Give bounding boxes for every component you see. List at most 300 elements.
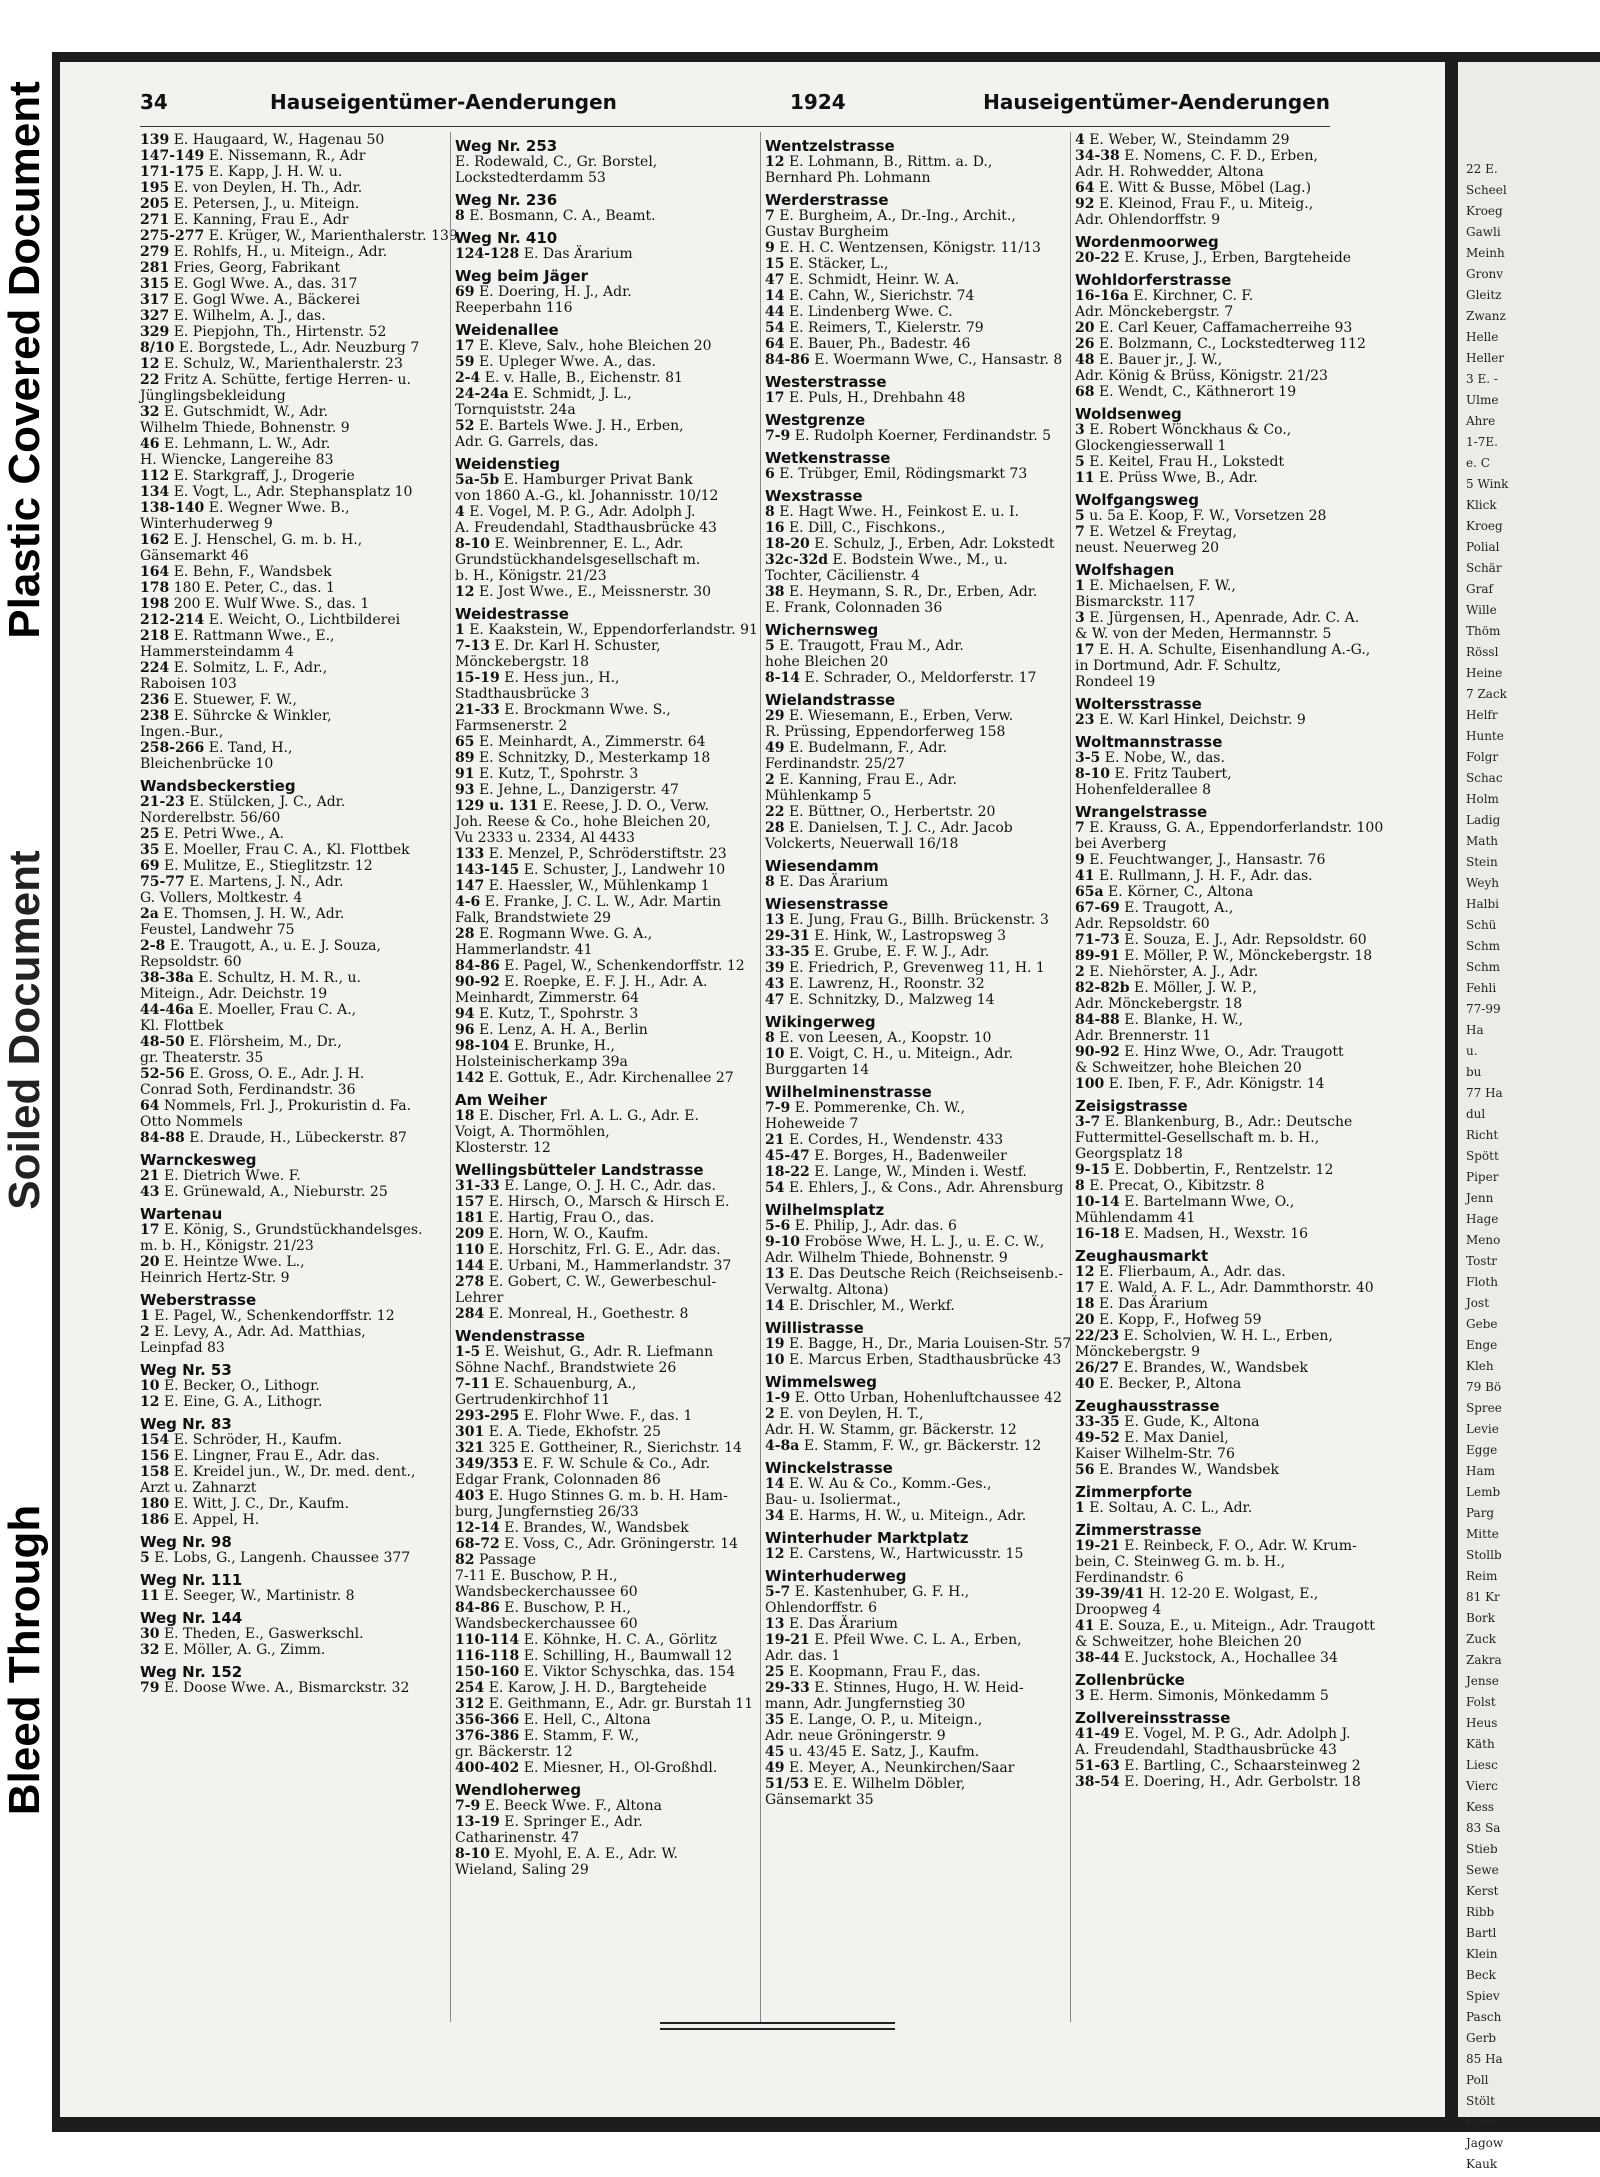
owner-text: E. Wegner Wwe. B., xyxy=(208,500,350,516)
owner-text: Voigt, A. Thormöhlen, xyxy=(455,1124,610,1140)
owner-text: E. Hess jun., H., xyxy=(504,670,620,686)
house-number: 5 xyxy=(765,638,775,654)
owner-text: Burggarten 14 xyxy=(765,1062,870,1078)
owner-entry xyxy=(765,1406,1055,1422)
owner-text: E. Brandes, W., Wandsbek xyxy=(1123,1360,1309,1376)
owner-entry xyxy=(765,1508,1055,1524)
owner-text: E. Flörsheim, M., Dr., xyxy=(189,1034,342,1050)
owner-entry xyxy=(455,370,745,386)
owner-entry xyxy=(140,756,430,772)
street-heading: Weg Nr. 111 xyxy=(140,1571,243,1589)
owner-text: Söhne Nachf., Brandstwiete 26 xyxy=(455,1360,677,1376)
owner-text: E. Keitel, Frau H., Lokstedt xyxy=(1089,454,1285,470)
owner-entry xyxy=(1075,852,1350,868)
owner-entry xyxy=(455,670,745,686)
street-heading: Willistrasse xyxy=(765,1319,864,1337)
next-page-line: Reim xyxy=(1466,1569,1498,1583)
house-number: 10-14 xyxy=(1075,1194,1120,1210)
house-number: 162 xyxy=(140,532,170,548)
owner-entry xyxy=(140,1238,430,1254)
owner-entry xyxy=(765,1116,1055,1132)
owner-entry xyxy=(140,404,430,420)
owner-text: E. Pfeil Wwe. C. L. A., Erben, xyxy=(814,1632,1022,1648)
owner-entry xyxy=(140,1626,430,1642)
owner-entry xyxy=(765,170,1055,186)
house-number: 39 xyxy=(765,960,785,976)
owner-text: u. 5a E. Koop, F. W., Vorsetzen 28 xyxy=(1089,508,1327,524)
next-page-line: Levie xyxy=(1466,1422,1499,1436)
owner-text: E. Haessler, W., Mühlenkamp 1 xyxy=(488,878,710,894)
owner-entry xyxy=(140,644,430,660)
street-heading: Westgrenze xyxy=(765,411,866,429)
house-number: 22 xyxy=(140,372,160,388)
house-number: 65a xyxy=(1075,884,1104,900)
owner-text: E. Sührcke & Winkler, xyxy=(173,708,332,724)
house-number: 279 xyxy=(140,244,170,260)
owner-entry xyxy=(765,1680,1055,1696)
next-page-line: Schac xyxy=(1466,771,1503,785)
owner-entry xyxy=(140,500,430,516)
house-number: 9 xyxy=(765,240,775,256)
owner-entry xyxy=(765,1100,1055,1116)
next-page-line: Holm xyxy=(1466,792,1499,806)
owner-entry xyxy=(765,1250,1055,1266)
house-number: 164 xyxy=(140,564,170,580)
house-number: 12 xyxy=(140,1394,160,1410)
street-heading: Zeughausstrasse xyxy=(1075,1397,1220,1415)
owner-entry xyxy=(765,304,1055,320)
owner-text: E. Vogt, L., Adr. Stephansplatz 10 xyxy=(173,484,413,500)
owner-text: E. Schnitzky, D., Mesterkamp 18 xyxy=(478,750,711,766)
owner-text: E. Bodstein Wwe., M., u. xyxy=(832,552,1008,568)
next-page-line: bu xyxy=(1466,1065,1482,1079)
owner-text: E. Behn, F., Wandsbek xyxy=(173,564,332,580)
owner-text: Volckerts, Neuerwall 16/18 xyxy=(765,836,959,852)
owner-entry xyxy=(1075,1376,1350,1392)
next-page-line: Liesc xyxy=(1466,1758,1498,1772)
next-page-line: 7 Zack xyxy=(1466,687,1507,701)
owner-entry xyxy=(455,208,745,224)
owner-text: E. Starkgraff, J., Drogerie xyxy=(173,468,355,484)
house-number: 8 xyxy=(455,208,465,224)
header-title-right: Hauseigentümer-Aenderungen xyxy=(983,90,1330,114)
next-page-line: Kroeg xyxy=(1466,204,1503,218)
owner-text: E. Das Deutsche Reich (Reichseisenb.- xyxy=(788,1266,1064,1282)
owner-text: E. Piepjohn, Th., Hirtenstr. 52 xyxy=(173,324,387,340)
owner-entry xyxy=(1075,916,1350,932)
owner-entry xyxy=(140,1168,430,1184)
house-number: 275-277 xyxy=(140,228,205,244)
owner-text: E. Thomsen, J. H. W., Adr. xyxy=(163,906,345,922)
street-heading: Warnckesweg xyxy=(140,1151,257,1169)
owner-entry xyxy=(765,1218,1055,1234)
owner-entry xyxy=(1075,1280,1374,1296)
owner-entry xyxy=(1075,304,1350,320)
street-heading: Weg Nr. 253 xyxy=(455,137,558,155)
next-page-line: Schü xyxy=(1466,918,1497,932)
owner-text: E. Bauer jr., J. W., xyxy=(1098,352,1223,368)
owner-entry xyxy=(765,390,1055,406)
owner-entry xyxy=(455,1648,745,1664)
owner-text: E. Madsen, H., Wexstr. 16 xyxy=(1124,1226,1309,1242)
house-number: 376-386 xyxy=(455,1728,520,1744)
owner-text: Adr. das. 1 xyxy=(765,1648,841,1664)
house-number: 254 xyxy=(455,1680,485,1696)
next-page-line: Spiev xyxy=(1466,1989,1500,2003)
owner-text: E. Precat, O., Kibitzstr. 8 xyxy=(1089,1178,1265,1194)
owner-text: Klosterstr. 12 xyxy=(455,1140,551,1156)
owner-entry xyxy=(1075,1360,1350,1376)
house-number: 124-128 xyxy=(455,246,520,262)
house-number: 19-21 xyxy=(765,1632,810,1648)
owner-text: Norderelbstr. 56/60 xyxy=(140,810,281,826)
owner-entry xyxy=(455,402,745,418)
owner-text: E. Stülcken, J. C., Adr. xyxy=(189,794,346,810)
next-page-line: Thöm xyxy=(1466,624,1501,638)
owner-entry xyxy=(1075,750,1350,766)
owner-entry xyxy=(140,874,430,890)
house-number: 5-7 xyxy=(765,1584,791,1600)
owner-text: E. Bagge, H., Dr., Maria Louisen-Str. 57 xyxy=(788,1336,1072,1352)
house-number: 157 xyxy=(455,1194,485,1210)
owner-text: E. Franke, J. C. L. W., Adr. Martin xyxy=(484,894,721,910)
owner-text: neust. Neuerweg 20 xyxy=(1075,540,1220,556)
owner-text: E. Kanning, Frau E., Adr xyxy=(173,212,349,228)
house-number: 112 xyxy=(140,468,170,484)
owner-entry xyxy=(765,1422,1055,1438)
owner-text: E. Lindenberg Wwe. C. xyxy=(788,304,953,320)
house-number: 8 xyxy=(765,504,775,520)
owner-entry xyxy=(1075,470,1350,486)
street-heading: Wetkenstrasse xyxy=(765,449,891,467)
house-number: 47 xyxy=(765,272,785,288)
house-number: 84-86 xyxy=(455,1600,500,1616)
owner-text: E. Witt, J. C., Dr., Kaufm. xyxy=(173,1496,350,1512)
owner-text: E. Bauer, Ph., Badestr. 46 xyxy=(788,336,971,352)
owner-text: E. Kirchner, C. F. xyxy=(1133,288,1254,304)
owner-text: E. J. Henschel, G. m. b. H., xyxy=(173,532,363,548)
owner-entry xyxy=(765,256,1055,272)
street-heading: Weidestrasse xyxy=(455,605,569,623)
owner-entry xyxy=(455,504,745,520)
owner-entry xyxy=(765,1438,1055,1454)
house-number: 54 xyxy=(765,1180,785,1196)
owner-text: E. Mulitze, E., Stieglitzstr. 12 xyxy=(163,858,373,874)
owner-text: E. Springer E., Adr. xyxy=(504,1814,643,1830)
owner-entry xyxy=(140,986,430,1002)
owner-text: E. Das Ärarium xyxy=(1098,1296,1208,1312)
owner-entry xyxy=(140,388,430,404)
owner-text: E. Gogl Wwe. A., das. 317 xyxy=(173,276,358,292)
owner-entry xyxy=(455,862,745,878)
house-number: 181 xyxy=(455,1210,485,1226)
owner-entry xyxy=(1075,320,1353,336)
owner-entry xyxy=(765,1760,1055,1776)
owner-entry xyxy=(455,1376,745,1392)
owner-text: E. Drischler, M., Werkf. xyxy=(788,1298,955,1314)
owner-entry xyxy=(455,386,745,402)
owner-entry xyxy=(1075,250,1350,266)
owner-text: A. Freudendahl, Stadthausbrücke 43 xyxy=(1075,1742,1337,1758)
house-number: 47 xyxy=(765,992,785,1008)
owner-text: E. Kleve, Salv., hohe Bleichen 20 xyxy=(478,338,712,354)
next-page-line: Fehli xyxy=(1466,981,1497,995)
next-page-line: Gronv xyxy=(1466,267,1504,281)
owner-entry xyxy=(1075,132,1350,148)
owner-entry xyxy=(765,240,1055,256)
next-page-line: Meinh xyxy=(1466,246,1505,260)
house-number: 26 xyxy=(1075,336,1095,352)
owner-text: Otto Nommels xyxy=(140,1114,243,1130)
next-page-line: Graf xyxy=(1466,582,1493,596)
owner-entry xyxy=(455,1140,745,1156)
owner-text: E. Miesner, H., Ol-Großhdl. xyxy=(523,1760,718,1776)
owner-entry xyxy=(455,1830,745,1846)
owner-text: E. v. Halle, B., Eichenstr. 81 xyxy=(484,370,683,386)
owner-entry xyxy=(140,420,430,436)
owner-entry xyxy=(140,596,430,612)
house-number: 17 xyxy=(140,1222,160,1238)
owner-entry xyxy=(140,308,430,324)
owner-entry xyxy=(455,1456,745,1472)
owner-text: Kaiser Wilhelm-Str. 76 xyxy=(1075,1446,1235,1462)
house-number: 43 xyxy=(140,1184,160,1200)
owner-entry xyxy=(140,1066,430,1082)
owner-entry xyxy=(140,1034,430,1050)
owner-entry xyxy=(140,1018,430,1034)
owner-text: E. Levy, A., Adr. Ad. Matthias, xyxy=(154,1324,366,1340)
owner-text: Wandsbeckerchaussee 60 xyxy=(455,1616,638,1632)
next-page-line: 3 E. - xyxy=(1466,372,1498,386)
owner-entry xyxy=(455,1360,745,1376)
owner-text: E. Rodewald, C., Gr. Borstel, xyxy=(455,154,658,170)
street-heading: Weg Nr. 152 xyxy=(140,1663,243,1681)
footer-rule xyxy=(660,2022,895,2024)
house-number: 9-15 xyxy=(1075,1162,1111,1178)
house-number: 2a xyxy=(140,906,159,922)
owner-entry xyxy=(765,600,1055,616)
house-number: 26/27 xyxy=(1075,1360,1120,1376)
next-page-line: Polial xyxy=(1466,540,1500,554)
owner-entry xyxy=(1075,820,1384,836)
owner-text: E. Stuewer, F. W., xyxy=(173,692,297,708)
owner-entry xyxy=(1075,1210,1350,1226)
house-number: 2 xyxy=(765,772,775,788)
owner-text: E. Lawrenz, H., Roonstr. 32 xyxy=(788,976,985,992)
owner-text: E. Danielsen, T. J. C., Adr. Jacob xyxy=(788,820,1013,836)
owner-text: Gertrudenkirchhof 11 xyxy=(455,1392,611,1408)
owner-text: E. Carstens, W., Hartwicusstr. 15 xyxy=(788,1546,1024,1562)
house-number: 44 xyxy=(765,304,785,320)
house-number: 21-33 xyxy=(455,702,500,718)
owner-entry xyxy=(140,938,430,954)
owner-entry xyxy=(1075,1554,1350,1570)
owner-entry xyxy=(140,660,430,676)
next-page-line: Zwanz xyxy=(1466,309,1506,323)
house-number: 82 xyxy=(455,1552,475,1568)
owner-entry xyxy=(455,1054,745,1070)
next-page-line: 22 E. xyxy=(1466,162,1498,176)
house-number: 52-56 xyxy=(140,1066,185,1082)
owner-entry xyxy=(1075,196,1350,212)
house-number: 315 xyxy=(140,276,170,292)
house-number: 90-92 xyxy=(1075,1044,1120,1060)
owner-entry xyxy=(140,1394,430,1410)
house-number: 89-91 xyxy=(1075,948,1120,964)
owner-entry xyxy=(140,890,430,906)
owner-entry xyxy=(1075,212,1350,228)
owner-text: m. b. H., Königstr. 21/23 xyxy=(140,1238,314,1254)
owner-text: Mühlendamm 41 xyxy=(1075,1210,1196,1226)
owner-entry xyxy=(765,836,1055,852)
owner-text: E. Hinz Wwe, O., Adr. Traugott xyxy=(1124,1044,1344,1060)
owner-text: Adr. G. Garrels, das. xyxy=(455,434,599,450)
owner-text: E. Max Daniel, xyxy=(1124,1430,1229,1446)
owner-text: E. Fritz Taubert, xyxy=(1114,766,1232,782)
owner-entry xyxy=(765,804,1055,820)
owner-text: E. Flierbaum, A., Adr. das. xyxy=(1098,1264,1286,1280)
owner-text: Fries, Georg, Fabrikant xyxy=(173,260,341,276)
owner-text: E. Hell, C., Altona xyxy=(523,1712,651,1728)
owner-entry xyxy=(140,148,430,164)
street-heading: Weg Nr. 98 xyxy=(140,1533,232,1551)
owner-entry xyxy=(455,638,745,654)
house-number: 129 u. 131 xyxy=(455,798,539,814)
owner-text: von 1860 A.-G., kl. Johannisstr. 10/12 xyxy=(455,488,719,504)
owner-entry xyxy=(1075,964,1350,980)
next-page-line: Ham xyxy=(1466,1464,1495,1478)
house-number: 32 xyxy=(140,1642,160,1658)
next-page-line: Kleh xyxy=(1466,1359,1494,1373)
next-page-line: Heller xyxy=(1466,351,1505,365)
next-page-line: Kroeg xyxy=(1466,519,1503,533)
street-heading: Wellingsbütteler Landstrasse xyxy=(455,1161,704,1179)
owner-text: E. Lohmann, B., Rittm. a. D., xyxy=(788,154,993,170)
owner-text: E. Heymann, S. R., Dr., Erben, Adr. xyxy=(788,584,1038,600)
owner-entry xyxy=(765,1180,1064,1196)
house-number: 10 xyxy=(765,1352,785,1368)
house-number: 205 xyxy=(140,196,170,212)
house-number: 24-24a xyxy=(455,386,509,402)
owner-text: Feustel, Landwehr 75 xyxy=(140,922,295,938)
owner-entry xyxy=(455,418,745,434)
owner-text: E. Kastenhuber, G. F. H., xyxy=(794,1584,970,1600)
owner-entry xyxy=(765,224,1055,240)
house-number: 144 xyxy=(455,1258,485,1274)
house-number: 258-266 xyxy=(140,740,205,756)
owner-text: Gänsemarkt 46 xyxy=(140,548,249,564)
owner-text: E. Das Ärarium xyxy=(788,1616,898,1632)
owner-text: E. Rogmann Wwe. G. A., xyxy=(478,926,653,942)
owner-entry xyxy=(1075,1044,1350,1060)
owner-text: E. Upleger Wwe. A., das. xyxy=(478,354,656,370)
owner-entry xyxy=(1075,1194,1350,1210)
owner-text: E. Vogel, M. P. G., Adr. Adolph J. xyxy=(1124,1726,1351,1742)
next-page-line: dul xyxy=(1466,1107,1486,1121)
street-heading: Zollenbrücke xyxy=(1075,1671,1185,1689)
owner-entry xyxy=(1075,1602,1350,1618)
owner-entry xyxy=(1075,1538,1357,1554)
owner-text: E. Weber, W., Steindamm 29 xyxy=(1089,132,1290,148)
house-number: 180 xyxy=(140,1496,170,1512)
house-number: 195 xyxy=(140,180,170,196)
owner-text: E. Doose Wwe. A., Bismarckstr. 32 xyxy=(163,1680,410,1696)
owner-entry xyxy=(455,1760,745,1776)
owner-text: E. Gottuk, E., Adr. Kirchenallee 27 xyxy=(488,1070,734,1086)
next-page-line: Kess xyxy=(1466,1800,1495,1814)
owner-entry xyxy=(765,1390,1062,1406)
next-page-line: Hunte xyxy=(1466,729,1504,743)
owner-text: E. Kutz, T., Spohrstr. 3 xyxy=(478,1006,639,1022)
next-page-line: Egge xyxy=(1466,1443,1498,1457)
owner-text: E. H. A. Schulte, Eisenhandlung A.-G., xyxy=(1098,642,1371,658)
house-number: 68 xyxy=(1075,384,1095,400)
owner-entry xyxy=(765,1234,1055,1250)
owner-text: E. Roepke, E. F. J. H., Adr. A. xyxy=(504,974,708,990)
house-number: 321 xyxy=(455,1440,485,1456)
owner-text: E. Blankenburg, B., Adr.: Deutsche xyxy=(1104,1114,1353,1130)
owner-entry xyxy=(455,750,745,766)
owner-entry xyxy=(140,810,430,826)
owner-entry xyxy=(455,1070,745,1086)
owner-text: Grundstückhandelsgesellschaft m. xyxy=(455,552,701,568)
next-page-line: Beck xyxy=(1466,1968,1496,1982)
owner-entry xyxy=(140,612,430,628)
house-number: 16 xyxy=(765,520,785,536)
owner-entry xyxy=(1075,712,1350,728)
house-number: 21 xyxy=(140,1168,160,1184)
house-number: 19-21 xyxy=(1075,1538,1120,1554)
owner-entry xyxy=(1075,438,1350,454)
house-number: 44-46a xyxy=(140,1002,194,1018)
house-number: 4-8a xyxy=(765,1438,800,1454)
owner-text: E. Jehne, L., Danzigerstr. 47 xyxy=(478,782,679,798)
street-heading: Wordenmoorweg xyxy=(1075,233,1219,251)
owner-text: E. Lehmann, L. W., Adr. xyxy=(163,436,331,452)
owner-text: E. Stamm, F. W., xyxy=(523,1728,640,1744)
owner-entry xyxy=(1075,1634,1350,1650)
next-page-line: Jagow xyxy=(1466,2136,1504,2150)
house-number: 89 xyxy=(455,750,475,766)
owner-entry xyxy=(765,724,1055,740)
house-number: 4 xyxy=(1075,132,1085,148)
next-page-line: Klein xyxy=(1466,1947,1498,1961)
house-number: 16-18 xyxy=(1075,1226,1120,1242)
street-heading: Wartenau xyxy=(140,1205,223,1223)
house-number: 8-10 xyxy=(1075,766,1111,782)
owner-text: E. Rattmann Wwe., E., xyxy=(173,628,335,644)
owner-entry xyxy=(765,638,1055,654)
owner-text: E. Grünewald, A., Nieburstr. 25 xyxy=(163,1184,388,1200)
owner-text: E. Woermann Wwe, C., Hansastr. 8 xyxy=(814,352,1063,368)
owner-entry xyxy=(455,782,745,798)
owner-entry xyxy=(140,212,430,228)
owner-entry xyxy=(140,906,430,922)
house-number: 14 xyxy=(765,1476,785,1492)
house-number: 21-23 xyxy=(140,794,185,810)
owner-text: E. Wendt, C., Käthnerort 19 xyxy=(1098,384,1297,400)
house-number: 4 xyxy=(455,504,465,520)
house-number: 54 xyxy=(765,320,785,336)
owner-entry xyxy=(140,628,430,644)
house-number: 91 xyxy=(455,766,475,782)
house-number: 22 xyxy=(765,804,785,820)
next-page-line: Ha xyxy=(1466,1023,1484,1037)
owner-text: E. Gobert, C. W., Gewerbeschul- xyxy=(488,1274,717,1290)
owner-entry xyxy=(455,702,745,718)
owner-entry xyxy=(1075,948,1373,964)
owner-text: E. Horschitz, Frl. G. E., Adr. das. xyxy=(488,1242,721,1258)
